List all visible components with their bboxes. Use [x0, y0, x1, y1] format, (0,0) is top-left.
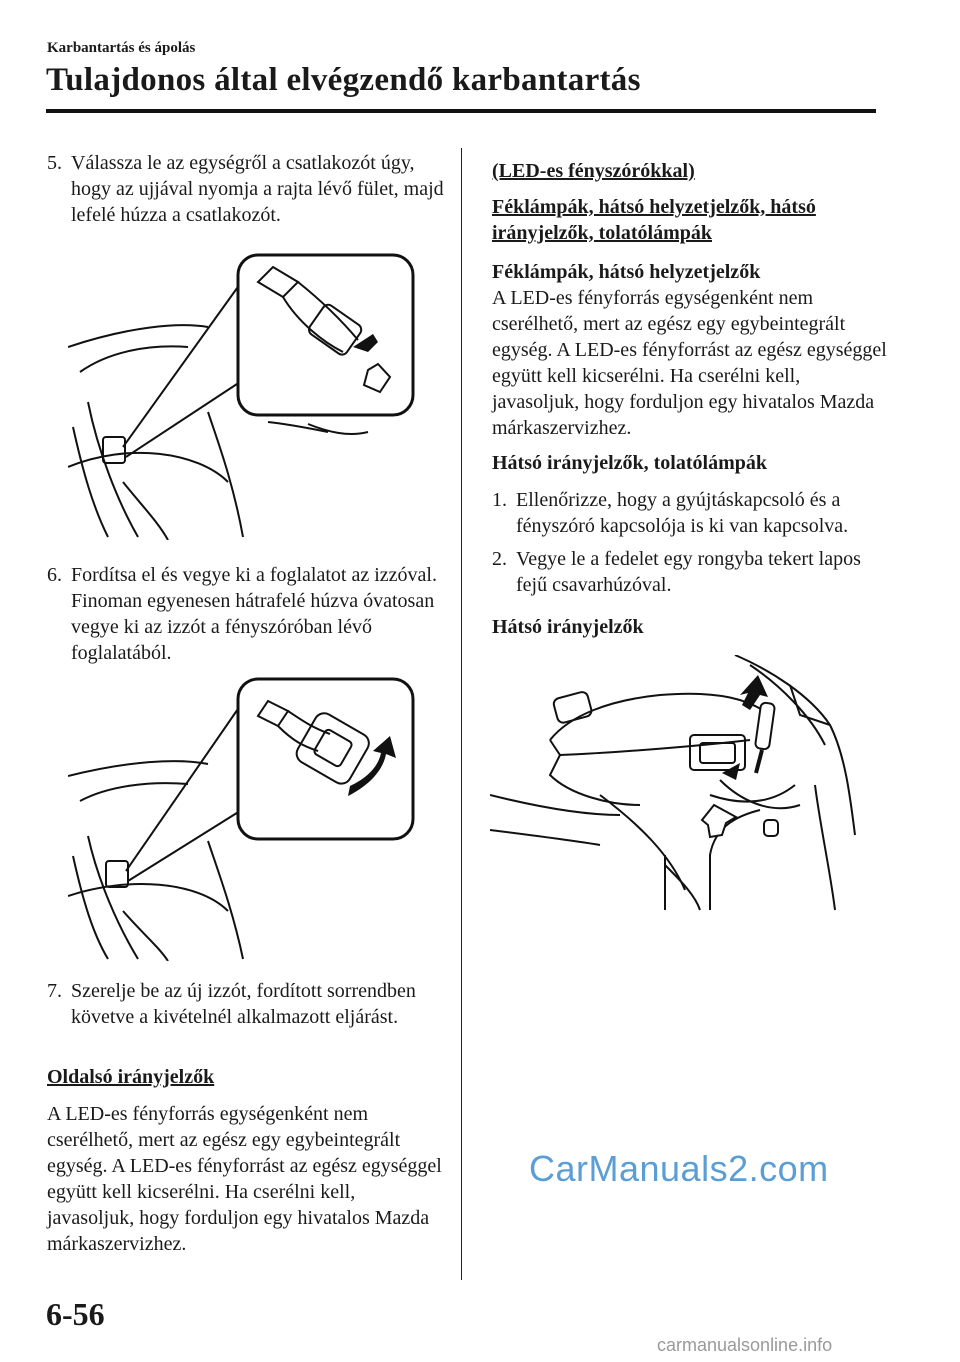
- column-divider: [461, 148, 462, 1280]
- brake-text: A LED-es fényforrás egységenként nem cserélhető, mert az egész egy egybeintegrált egység. A LED-es fényforrást az egész egységgel együtt kell kicserélni. Ha cserélni kell, javasoljuk, hogy forduljon egy hivatalos Mazda márkaszervizhez.: [492, 287, 887, 439]
- step-text: Válassza le az egységről a csatlakozót úgy, hogy az ujjával nyomja a rajta lévő fület, majd lefelé húzza a csatlakozót.: [71, 152, 444, 226]
- step-number: 1.: [492, 489, 507, 511]
- page-number: 6-56: [46, 1296, 105, 1332]
- step-number: 2.: [492, 548, 507, 570]
- turn-reverse-heading: Hátsó irányjelzők, tolatólámpák: [492, 452, 767, 474]
- step-5: [47, 150, 447, 228]
- side-turn-text: A LED-es fényforrás egységenként nem cserélhető, mert az egész egy egybeintegrált egység. A LED-es fényforrást az egész egységgel együtt kell kicserélni. Ha cserélni kell, javasoljuk, hogy forduljon egy hivatalos Mazda márkaszervizhez.: [47, 1103, 442, 1255]
- step-text: Ellenőrizze, hogy a gyújtáskapcsoló és a fényszóró kapcsolója is ki van kapcsolva.: [516, 489, 849, 537]
- side-turn-heading: Oldalsó irányjelzők: [47, 1066, 215, 1088]
- header-rule: [46, 109, 876, 113]
- section-label: Karbantartás és ápolás: [47, 40, 196, 56]
- connector-removal-illustration: [68, 252, 418, 540]
- step-text: Szerelje be az új izzót, fordított sorrendben követve a kivételnél alkalmazott eljárást.: [71, 980, 416, 1028]
- step-number: 6.: [47, 564, 62, 586]
- led-heading: (LED-es fényszórókkal): [492, 160, 695, 182]
- page-title: Tulajdonos által elvégzendő karbantartás: [46, 62, 641, 98]
- step-2: [492, 546, 887, 598]
- step-number: 7.: [47, 980, 62, 1002]
- brake-heading: Féklámpák, hátsó helyzetjelzők: [492, 261, 761, 283]
- watermark: CarManuals2.com: [529, 1148, 829, 1189]
- step-1: [492, 487, 887, 539]
- rear-lamps-heading: Féklámpák, hátsó helyzetjelzők, hátsó irányjelzők, tolatólámpák: [492, 196, 816, 244]
- step-text: Vegye le a fedelet egy rongyba tekert lapos fejű csavarhúzóval.: [516, 548, 861, 596]
- cover-removal-illustration: [490, 655, 870, 920]
- step-6: [47, 562, 447, 666]
- socket-removal-illustration: [68, 676, 418, 961]
- site-footer: carmanualsonline.info: [657, 1335, 833, 1355]
- step-number: 5.: [47, 152, 62, 174]
- rear-turn-heading: Hátsó irányjelzők: [492, 616, 644, 638]
- step-text: Fordítsa el és vegye ki a foglalatot az izzóval. Finoman egyenesen hátrafelé húzva óvatosan vegye ki az izzót a fényszóróban lévő foglalatából.: [71, 564, 437, 664]
- step-7: [47, 978, 447, 1030]
